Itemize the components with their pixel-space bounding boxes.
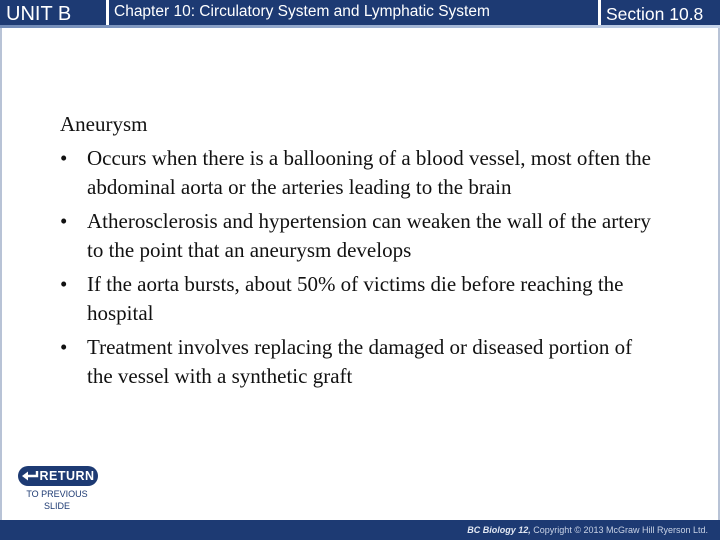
- return-label: RETURN: [39, 469, 95, 483]
- bullet-text: Atherosclerosis and hypertension can weaken the wall of the artery to the point that an aneurysm develops: [87, 209, 651, 262]
- footer-bar: [0, 520, 720, 540]
- header-rule: [0, 25, 720, 28]
- footer-book-title: BC Biology 12,: [467, 525, 531, 535]
- bullet-text: Occurs when there is a ballooning of a blood vessel, most often the abdominal aorta or the arteries leading to the brain: [87, 146, 651, 199]
- list-item: [60, 270, 660, 328]
- section-label: Section 10.8: [606, 4, 704, 24]
- bullet-icon: •: [60, 146, 68, 170]
- list-item: [60, 144, 660, 202]
- return-caption: TO PREVIOUS SLIDE: [26, 489, 88, 511]
- header-bar: [0, 0, 720, 28]
- return-button[interactable]: [18, 466, 98, 486]
- bullet-text: Treatment involves replacing the damaged or diseased portion of the vessel with a synthetic graft: [87, 335, 633, 388]
- list-item: [60, 333, 660, 391]
- slide-content: [60, 110, 660, 391]
- unit-label: UNIT B: [6, 3, 72, 25]
- list-item: [60, 207, 660, 265]
- bullet-icon: •: [60, 335, 68, 359]
- bullet-icon: •: [60, 272, 68, 296]
- slide-title: Aneurysm: [60, 112, 148, 136]
- return-arrow-icon: [21, 468, 39, 482]
- chapter-title: Chapter 10: Circulatory System and Lymphatic System: [114, 3, 490, 20]
- footer-copyright: Copyright © 2013 McGraw Hill Ryerson Ltd.: [533, 525, 708, 535]
- footer-credit: [467, 523, 708, 537]
- header-divider: [106, 0, 109, 28]
- bullet-icon: •: [60, 209, 68, 233]
- bullet-text: If the aorta bursts, about 50% of victims die before reaching the hospital: [87, 272, 624, 325]
- header-divider: [598, 0, 601, 28]
- bullet-list: [60, 144, 660, 391]
- left-border: [0, 28, 2, 520]
